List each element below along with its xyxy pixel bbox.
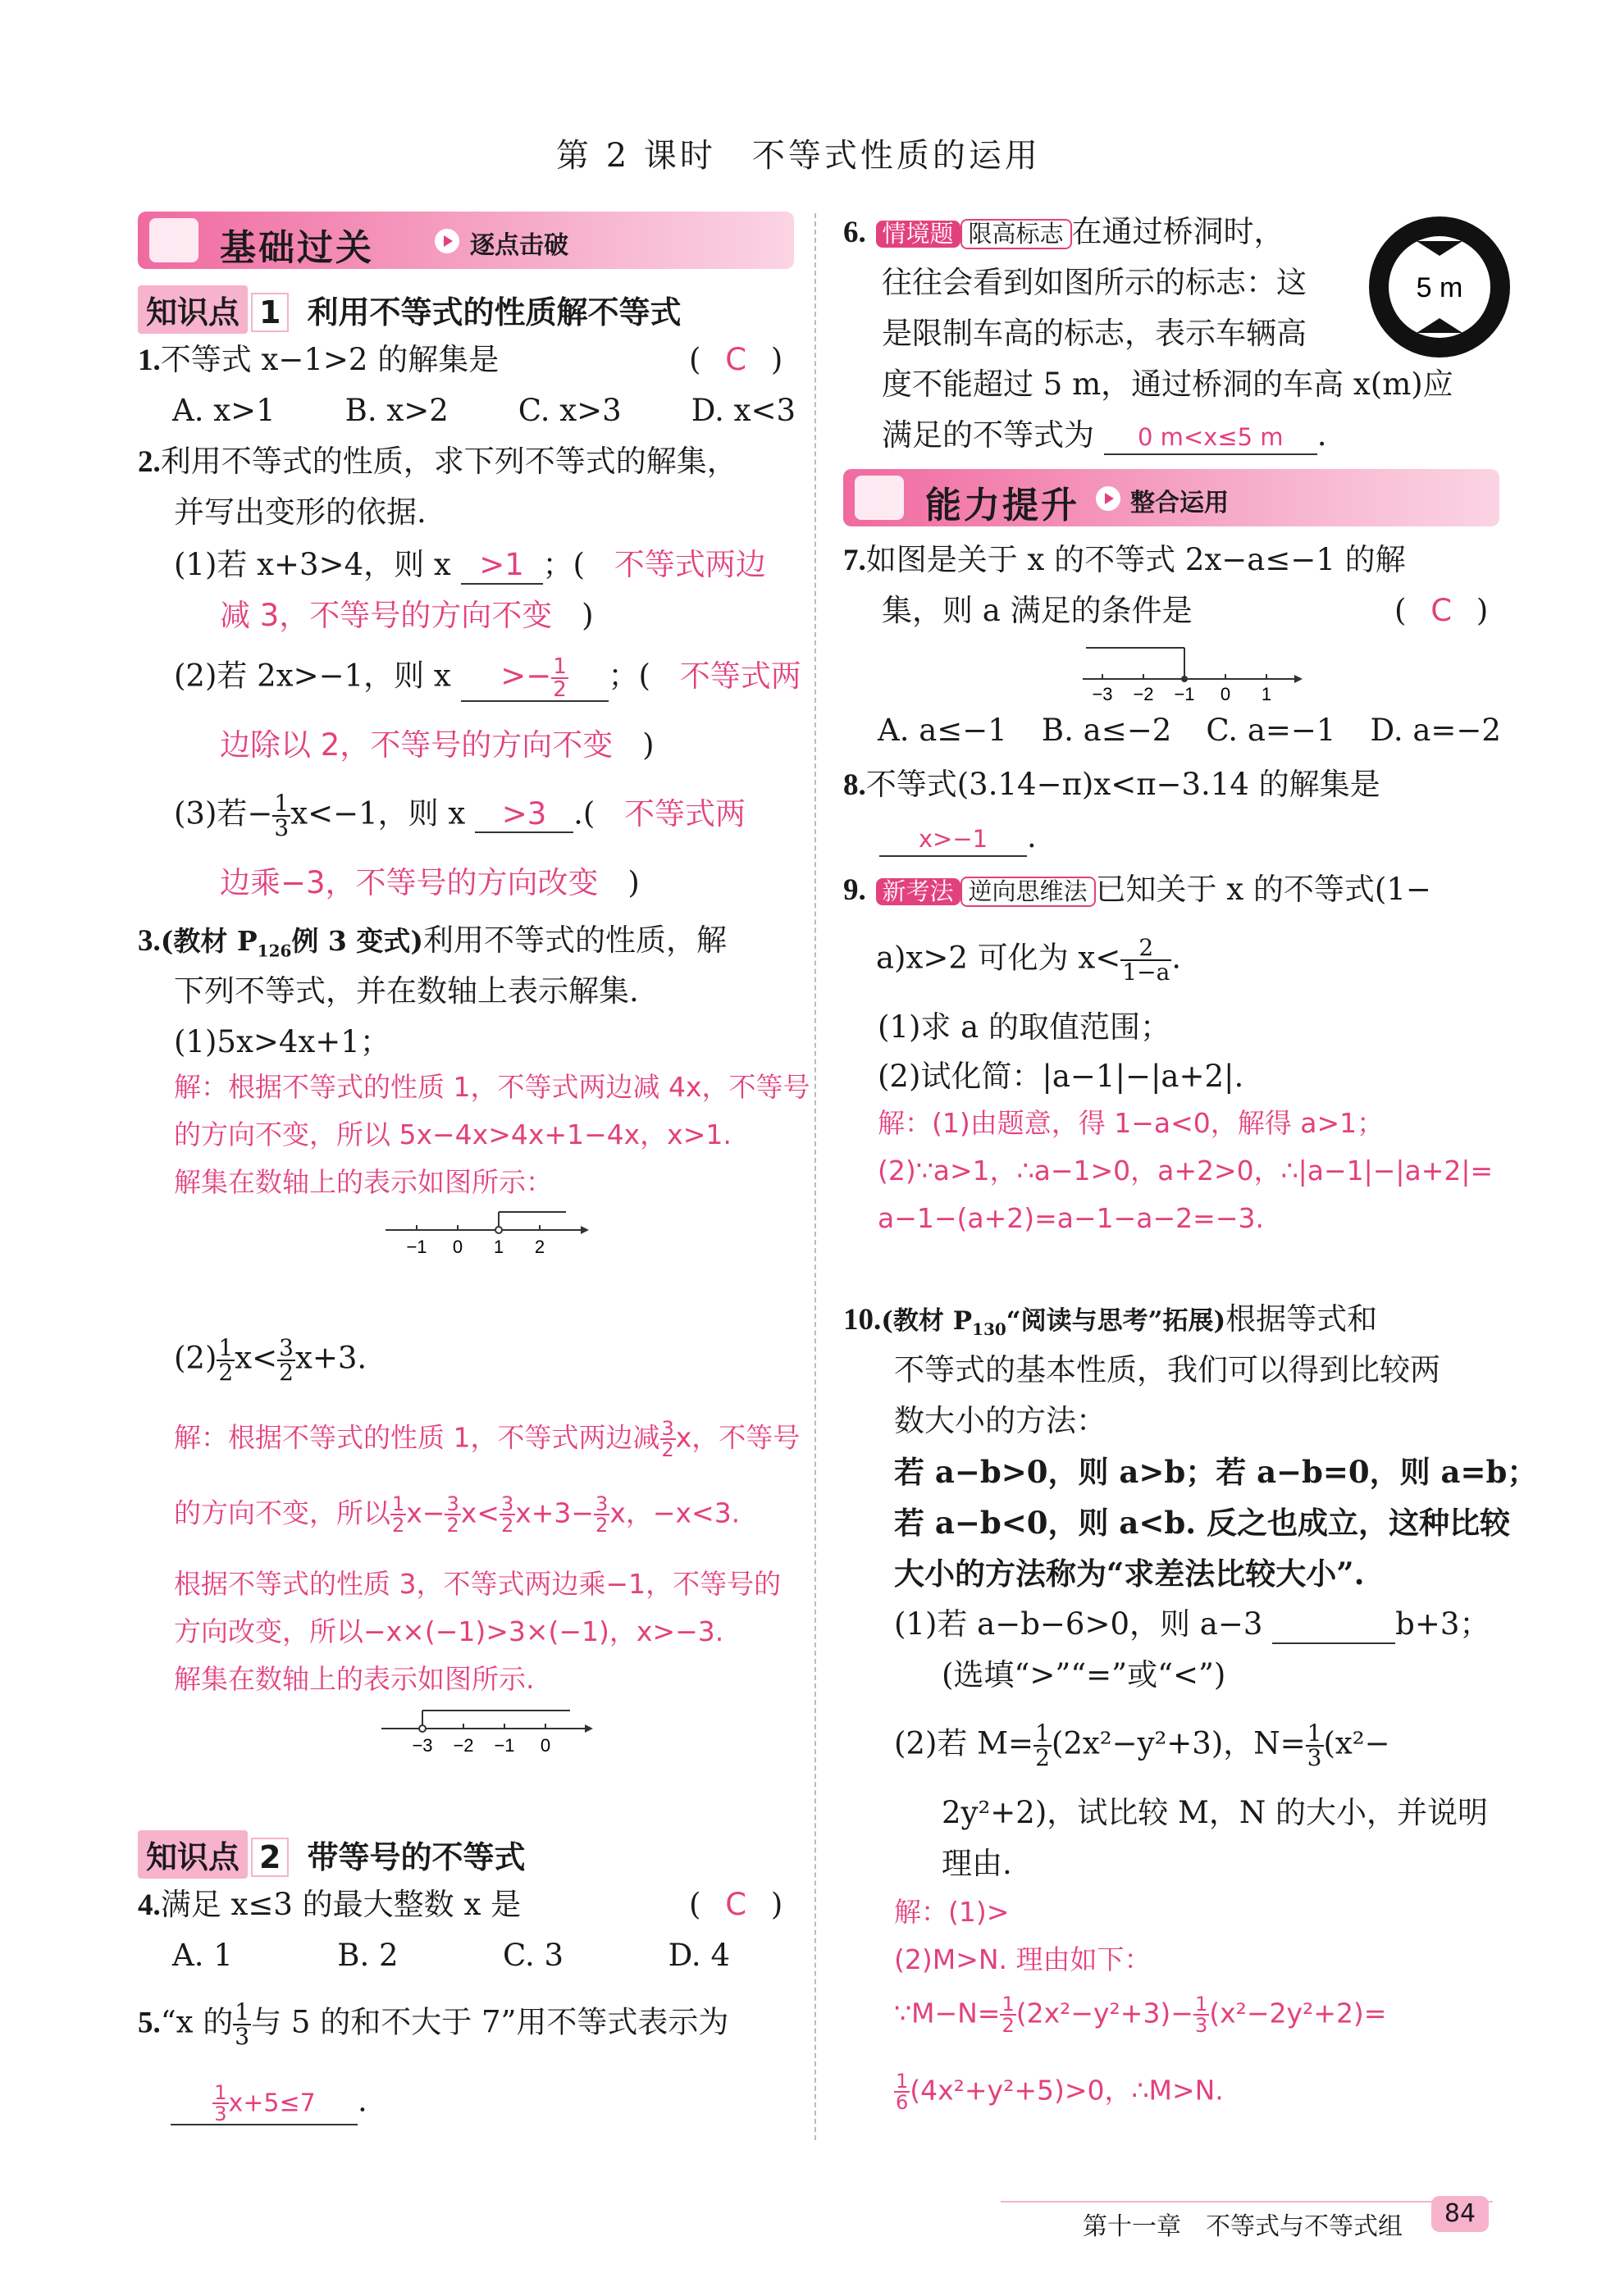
option: D. a=−2 (1370, 713, 1501, 748)
q8-answer-line (879, 820, 1037, 857)
play-icon (435, 229, 459, 253)
kp-title: 利用不等式的性质解不等式 (307, 294, 682, 330)
frac-num: 1 (235, 1998, 250, 2025)
frac-num: 1 (392, 1492, 405, 1515)
q2-p2-answer: >− (500, 658, 552, 694)
people-icon (149, 218, 198, 262)
q3-part1: (1)5x>4x+1； (174, 1024, 390, 1059)
q6-answer: 0 m<x≤5 m (1137, 423, 1284, 451)
q3-solution2-line2 (174, 1494, 740, 1535)
period: . (358, 2083, 367, 2119)
option: A. x>1 (172, 393, 276, 428)
part-text: (1)若 x+3>4，则 x (174, 547, 451, 582)
open-point (495, 1227, 502, 1233)
q-text: 利用不等式的性质，解 (422, 922, 727, 958)
q2-p1-answer: >1 (479, 547, 524, 582)
part-text: .( (573, 795, 595, 831)
sol-text: (4x²+y²+5)>0，∴M>N. (910, 2074, 1224, 2107)
q2-part1-l2 (220, 599, 594, 634)
tick-label: −1 (494, 1735, 515, 1756)
q3-stem-line2: 下列不等式，并在数轴上表示解集. (174, 973, 639, 1009)
q2-part2-l2 (220, 728, 655, 763)
q2-part1 (174, 548, 766, 585)
page-title: 第 2 课时 不等式性质的运用 (556, 137, 1041, 175)
option: A. 1 (172, 1938, 233, 1973)
q10-solution-line: (2)M>N. 理由如下： (894, 1943, 1152, 1975)
q2-p1-reason: 不等式两边 (614, 547, 766, 582)
q-num: 8. (843, 768, 866, 802)
sol-text: x+3− (515, 1496, 595, 1529)
q-source-sub: 130 (972, 1319, 1006, 1340)
play-icon (1096, 486, 1120, 511)
q-num: 9. (843, 873, 866, 907)
q10-stem (843, 1302, 1377, 1339)
q9-solution-line: a−1−(a+2)=a−1−a−2=−3. (878, 1202, 1264, 1234)
period: . (1316, 417, 1327, 453)
tick-label: 0 (1220, 684, 1231, 704)
q10-line: 2y²+2)，试比较 M，N 的大小，并说明 (942, 1795, 1489, 1830)
part-text: (2)若 2x>−1，则 x (174, 658, 451, 694)
q3-solution-line: 解：根据不等式的性质 1，不等式两边减 4x，不等号 (174, 1071, 810, 1103)
q10-part1 (894, 1607, 1490, 1644)
tick-label: 2 (534, 1237, 545, 1257)
frac-num: 1 (553, 654, 567, 679)
tick-label: −1 (406, 1237, 427, 1257)
q-text: 与 5 的和不大于 7”用不等式表示为 (251, 2004, 729, 2040)
q3-solution-line: 根据不等式的性质 3，不等式两边乘−1，不等号的 (174, 1568, 782, 1600)
q2-part3 (174, 792, 746, 840)
option: C. 3 (503, 1938, 564, 1973)
kp-num: 1 (251, 293, 289, 332)
frac-num: 1 (1035, 1720, 1050, 1747)
frac-den: 3 (1194, 2014, 1208, 2037)
frac-den: 3 (274, 814, 290, 841)
q10-line: 数大小的方法： (894, 1403, 1106, 1438)
frac-num: 1 (274, 790, 290, 817)
sol-text: ∵M−N= (894, 1997, 1001, 2029)
q7-answer: C (1430, 593, 1453, 628)
q10-solution-line4 (894, 2071, 1224, 2112)
paren-left: ( (1394, 593, 1407, 628)
option: B. 2 (337, 1938, 399, 1973)
paren-right: ) (642, 727, 655, 763)
q3-solution-line: 的方向不变，所以 5x−4x>4x+1−4x，x>1. (174, 1118, 732, 1150)
new-method-badge: 新考法 (876, 878, 960, 905)
q7-options (878, 713, 1501, 749)
tick-label: −2 (453, 1735, 474, 1756)
q-text: 利用不等式的性质，求下列不等式的解集， (160, 444, 737, 479)
q2-stem-line2: 并写出变形的依据. (174, 494, 427, 530)
frac-num: 3 (446, 1492, 459, 1515)
sol-text: 的方向不变，所以 (174, 1496, 390, 1529)
frac-num: 1 (218, 1334, 234, 1361)
tick-label: 0 (540, 1735, 551, 1756)
number-line-q7 (1075, 640, 1312, 705)
q10-p1-blank (1272, 1607, 1395, 1644)
q4-stem (138, 1888, 521, 1924)
q1-answer-paren (689, 343, 783, 378)
q9-solution-line: (2)∵a>1，∴a−1>0，a+2>0，∴|a−1|−|a+2|= (878, 1155, 1494, 1187)
frac-num: 1 (896, 2070, 909, 2093)
sol-text: (x²−2y²+2)= (1209, 1997, 1387, 2029)
q10-line: 不等式的基本性质，我们可以得到比较两 (894, 1352, 1440, 1387)
q2-part3-l2 (220, 866, 640, 901)
q2-stem (138, 444, 737, 481)
frac-den: 2 (595, 1514, 609, 1537)
q2-p3-reason: 边乘−3，不等号的方向改变 (220, 865, 599, 900)
frac-den: 2 (661, 1438, 674, 1461)
frac-den: 2 (392, 1514, 405, 1537)
paren-right: ) (770, 1887, 783, 1922)
axis-arrow (581, 1226, 589, 1234)
q10-line: 大小的方法称为“求差法比较大小”. (894, 1556, 1365, 1592)
q2-p3-reason: 不等式两 (624, 795, 746, 831)
q2-p2-reason: 边除以 2，不等号的方向不变 (220, 727, 614, 763)
period: . (1171, 940, 1182, 976)
q-num: 4. (138, 1888, 161, 1922)
part-text: x< (235, 1340, 278, 1376)
frac-den: 2 (446, 1514, 459, 1537)
q3-stem (138, 923, 727, 961)
q10-line: 若 a−b<0，则 a<b. 反之也成立，这种比较 (894, 1505, 1510, 1541)
q-text: “x 的 (160, 2004, 234, 2040)
paren-right: ) (627, 865, 640, 900)
knowledge-point-2 (138, 1830, 525, 1879)
sol-text: x< (460, 1496, 500, 1529)
q1-answer: C (725, 342, 747, 377)
axis-arrow (585, 1724, 593, 1733)
q9-stem (843, 872, 1431, 909)
footer-chapter: 第十一章 不等式与不等式组 (1083, 2212, 1403, 2241)
option: B. a≤−2 (1041, 713, 1172, 748)
banner-sub: 逐点击破 (470, 231, 568, 260)
q3-part2 (174, 1334, 367, 1386)
option: A. a≤−1 (878, 713, 1007, 748)
q-text: 不等式(3.14−π)x<π−3.14 的解集是 (865, 767, 1380, 802)
option: C. a=−1 (1206, 713, 1336, 748)
frac-den: 2 (1002, 2014, 1015, 2037)
q9-line2 (876, 936, 1181, 984)
q-text: 已知关于 x 的不等式(1− (1095, 872, 1431, 907)
q-num: 6. (843, 216, 866, 249)
q-source-sub: 126 (257, 941, 292, 961)
frac-num: 3 (279, 1334, 294, 1361)
option: C. x>3 (518, 393, 622, 428)
q10-line: 理由. (942, 1846, 1012, 1881)
paren-left: ( (689, 1887, 701, 1922)
paren-right: ) (582, 598, 594, 633)
q1-stem (138, 343, 499, 379)
sol-text: 解：根据不等式的性质 1，不等式两边减 (174, 1421, 660, 1454)
q-text: 根据等式和 (1225, 1301, 1378, 1337)
tick-label: −1 (1174, 684, 1195, 704)
frac-num: 1 (1002, 1993, 1015, 2016)
q6-line: 度不能超过 5 m，通过桥洞的车高 x(m)应 (882, 367, 1453, 402)
tick-label: 0 (452, 1237, 463, 1257)
topic-badge: 逆向思维法 (960, 877, 1096, 907)
banner-title: 基础过关 (220, 227, 374, 269)
q10-solution-line3 (894, 1994, 1386, 2035)
q6-line (882, 418, 1327, 455)
axis-arrow (1294, 675, 1303, 683)
banner-title: 能力提升 (925, 485, 1079, 526)
q10-part2 (894, 1722, 1390, 1770)
part-text: b+3； (1395, 1606, 1490, 1642)
frac-den: 3 (214, 2102, 227, 2125)
frac-num: 3 (661, 1417, 674, 1440)
q6-line: 往往会看到如图所示的标志：这 (882, 265, 1307, 300)
q7-stem (843, 543, 1406, 579)
banner-sub: 整合运用 (1130, 489, 1229, 517)
q6-line: 是限制车高的标志，表示车辆高 (882, 316, 1307, 351)
q-text: 在通过桥洞时， (1071, 214, 1284, 249)
sol-text: (2x²−y²+3)− (1015, 1997, 1193, 2029)
q-num: 7. (843, 544, 866, 577)
scenario-badge: 情境题 (876, 221, 960, 248)
frac-den: 3 (235, 2023, 250, 2050)
q-source: (教材 P (160, 925, 258, 957)
part-text: ；( (608, 658, 650, 694)
frac-den: 2 (1035, 1744, 1050, 1771)
q-text: 如图是关于 x 的不等式 2x−a≤−1 的解 (865, 542, 1406, 577)
part-text: (x²− (1323, 1725, 1390, 1761)
period: . (1027, 819, 1037, 854)
section-banner-ability (843, 469, 1499, 526)
q-text: a)x>2 可化为 x< (876, 940, 1121, 976)
q-text: 不等式 x−1>2 的解集是 (160, 342, 500, 377)
frac-num: 1 (1307, 1720, 1322, 1747)
tick-label: 1 (493, 1237, 504, 1257)
q3-solution-line: 解集在数轴上的表示如图所示. (174, 1663, 535, 1695)
q-num: 2. (138, 445, 161, 479)
q10-line: 若 a−b>0，则 a>b；若 a−b=0，则 a=b； (894, 1454, 1538, 1490)
q-source: “阅读与思考”拓展) (1006, 1306, 1226, 1336)
tick-label: −3 (412, 1735, 433, 1756)
q6-stem (843, 215, 1284, 251)
q1-options (172, 394, 796, 429)
closed-point (1181, 676, 1188, 682)
q3-solution-line: 解集在数轴上的表示如图所示： (174, 1166, 553, 1198)
q-num: 1. (138, 344, 161, 377)
part-text: (2) (174, 1340, 217, 1376)
open-point (419, 1725, 426, 1732)
q-text: 满足的不等式为 (882, 417, 1094, 453)
frac-den: 2 (279, 1359, 294, 1386)
frac-den: 2 (553, 677, 567, 702)
frac-den: 1−a (1122, 959, 1170, 986)
part-text: (2x²−y²+3)，N= (1051, 1725, 1306, 1761)
part-text: x<−1，则 x (290, 795, 466, 831)
frac-den: 2 (500, 1514, 514, 1537)
q5-answer: x+5≤7 (228, 2089, 316, 2118)
q10-hint: (选填“>”“=”或“<”) (942, 1657, 1226, 1692)
paren-right: ) (1476, 593, 1489, 628)
q10-solution-line: 解：(1)> (894, 1896, 1010, 1928)
option: D. 4 (668, 1938, 730, 1973)
number-line-2 (373, 1704, 595, 1761)
q4-answer-paren (689, 1888, 783, 1923)
q5-stem (138, 1998, 729, 2050)
q8-stem (843, 768, 1380, 804)
q-num: 10. (843, 1303, 882, 1337)
q9-solution-line: 解：(1)由题意，得 1−a<0，解得 a>1； (878, 1107, 1385, 1139)
q3-solution2-line1 (174, 1419, 800, 1460)
part-text: (1)若 a−b−6>0，则 a−3 (894, 1606, 1263, 1642)
q2-p3-answer: >3 (501, 795, 547, 831)
paren-right: ) (770, 342, 783, 377)
height-limit-sign (1366, 213, 1513, 361)
kp-title: 带等号的不等式 (307, 1839, 526, 1875)
q8-answer: x>−1 (918, 825, 988, 853)
sol-text: x− (406, 1496, 445, 1529)
frac-den: 3 (1307, 1744, 1322, 1771)
footer-line (1001, 2201, 1493, 2203)
section-banner-basic (138, 212, 794, 269)
q5-answer-line (171, 2083, 367, 2125)
frac-num: 1 (214, 2081, 227, 2104)
option: B. x>2 (344, 393, 449, 428)
part-text: x+3. (294, 1340, 367, 1376)
q9-part1: (1)求 a 的取值范围； (878, 1009, 1170, 1045)
q2-p1-reason: 减 3，不等号的方向不变 (220, 598, 553, 633)
number-line-1 (377, 1205, 591, 1263)
option: D. x<3 (691, 393, 796, 428)
kp-num: 2 (251, 1838, 289, 1877)
tick-label: −3 (1092, 684, 1113, 704)
q-source: (教材 P (881, 1306, 973, 1336)
q2-p2-reason: 不等式两 (679, 658, 801, 694)
frac-num: 1 (1194, 1993, 1208, 2016)
column-divider (814, 213, 816, 2140)
frac-num: 3 (500, 1492, 514, 1515)
q4-options (172, 1938, 730, 1974)
sol-text: x，不等号 (675, 1421, 801, 1454)
sol-text: x，−x<3. (609, 1496, 741, 1529)
q-text: 满足 x≤3 的最大整数 x 是 (160, 1887, 522, 1922)
kp-tag: 知识点 (138, 1830, 248, 1879)
part-text: (2)若 M= (894, 1725, 1034, 1761)
tick-label: −2 (1133, 684, 1154, 704)
kp-tag: 知识点 (138, 285, 248, 334)
q3-solution-line: 方向改变，所以−x×(−1)>3×(−1)，x>−3. (174, 1615, 724, 1647)
part-text: ；( (542, 547, 585, 582)
q7-line: 集，则 a 满足的条件是 (882, 593, 1193, 628)
paren-left: ( (689, 342, 701, 377)
rocket-icon (855, 476, 904, 520)
q-num: 5. (138, 2006, 161, 2040)
frac-num: 3 (595, 1492, 609, 1515)
tick-label: 1 (1261, 684, 1272, 704)
part-text: (3)若− (174, 795, 273, 831)
q9-part2: (2)试化简：|a−1|−|a+2|. (878, 1059, 1244, 1094)
q2-part2 (174, 656, 801, 702)
q-source: 例 3 变式) (291, 925, 423, 957)
topic-badge: 限高标志 (960, 219, 1072, 249)
sign-text: 5 m (1416, 272, 1463, 303)
frac-num: 2 (1120, 936, 1171, 961)
page-number: 84 (1431, 2196, 1489, 2232)
frac-den: 6 (896, 2091, 909, 2114)
q4-answer: C (725, 1887, 747, 1922)
frac-den: 2 (218, 1359, 234, 1386)
knowledge-point-1 (138, 285, 681, 334)
q7-answer-paren (1394, 594, 1488, 629)
q-num: 3. (138, 924, 161, 958)
